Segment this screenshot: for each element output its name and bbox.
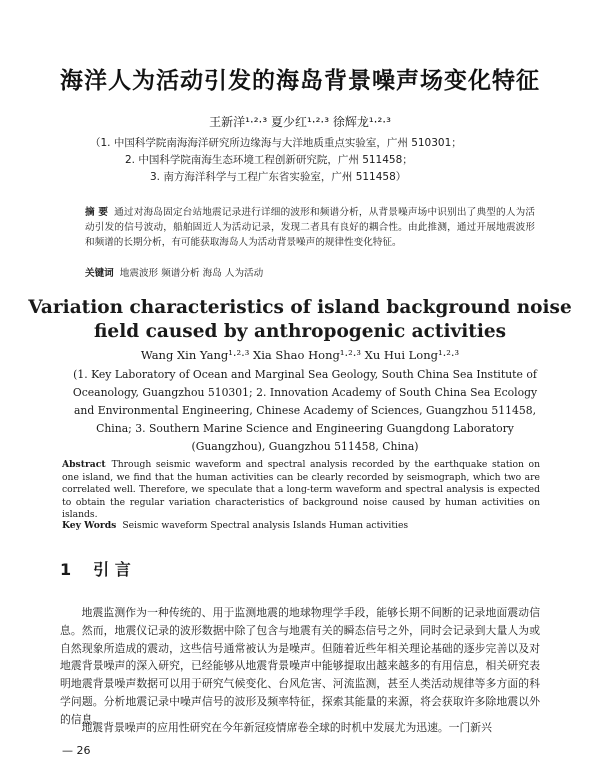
keywords-en	[62, 520, 540, 533]
keywords-en-label: Key Words	[62, 520, 117, 531]
abstract-en-label: Abstract	[62, 459, 106, 470]
affiliation-cn-1: （1. 中国科学院南海海洋研究所边缘海与大洋地质重点实验室，广州 510301；	[90, 137, 462, 149]
affiliations-en: (1. Key Laboratory of Ocean and Marginal Sea Geology, South China Sea Institute of Oceanology, Guangzhou 510301; 2. Innovation Academy of South China Sea Ecology and Environmental Engineering, Chinese Academy of Sciences, Guangzhou 511458, China; 3. Southern Marine Science and Engineering Guangdong Laboratory (Guangzhou), Guangzhou 511458, China)	[72, 368, 538, 453]
affiliation-cn-2: 2. 中国科学院南海生态环境工程创新研究院，广州 511458；	[125, 154, 413, 166]
authors-en: Wang Xin Yang¹·²·³ Xia Shao Hong¹·²·³ Xu Hui Long¹·²·³	[140, 348, 460, 362]
keywords-en-text: Seismic waveform Spectral analysis Islands Human activities	[122, 520, 409, 531]
intro-paragraph-1: 地震监测作为一种传统的、用于监测地震的地球物理学手段，能够长期不间断的记录地面震动信息。然而，地震仪记录的波形数据中除了包含与地震有关的瞬态信号之外，同时会记录到大量人为或自然现象所造成的震动，这些信号通常被认为是噪声。但随着近些年相关理论基础的逐步完善以及对地震背景噪声的深入研究，已经能够从地震背景噪声中能够提取出越来越多的有用信息，相关研究表明地震背景噪声数据可以用于研究气候变化、台风危害、河流监测，甚至人类活动规律等多方面的科学问题。分析地震记录中噪声信号的波形及频率特征，探索其能量的来源，将会获取许多除地震以外的信息。	[60, 606, 540, 726]
keywords-cn-label: 关键词	[85, 268, 114, 279]
keywords-cn	[85, 266, 535, 281]
paper-title-en-line-2: field caused by anthropogenic activities	[93, 321, 507, 342]
intro-paragraph-2: 地震背景噪声的应用性研究在今年新冠疫情席卷全球的时机中发展尤为迅速。一门新兴	[81, 721, 492, 734]
paper-title-cn: 海洋人为活动引发的海岛背景噪声场变化特征	[60, 67, 540, 94]
section-heading	[60, 557, 153, 580]
keywords-cn-text: 地震波形 频谱分析 海岛 人为活动	[119, 268, 264, 279]
affiliation-cn-3: 3. 南方海洋科学与工程广东省实验室，广州 511458）	[150, 171, 407, 183]
abstract-cn-text: 通过对海岛固定台站地震记录进行详细的波形和频谱分析，从背景噪声场中识别出了典型的人为活动引发的信号波动，船舶固近人为活动记录，发现二者具有良好的耦合性。由此推测，通过开展地震波形和频谱的长期分析，有可能获取海岛人为活动背景噪声的规律性变化特征。	[85, 207, 535, 248]
page-number: — 26	[62, 744, 91, 757]
abstract-cn-label: 摘 要	[85, 207, 109, 218]
abstract-en	[62, 459, 540, 522]
authors-cn: 王新洋¹·²·³ 夏少红¹·²·³ 徐辉龙¹·²·³	[209, 115, 391, 129]
abstract-cn	[85, 205, 535, 250]
section-number: 1	[60, 560, 72, 579]
section-title: 引 言	[93, 560, 131, 579]
paper-title-en-line-1: Variation characteristics of island background noise	[28, 297, 572, 318]
abstract-en-text: Through seismic waveform and spectral analysis recorded by the earthquake station on one island, we find that the human activities can be clearly recorded by seismograph, which two are correlated well. Therefore, we speculate that a long-term waveform and spectral analysis is expected to obtain the regular variation characteristics of background noise caused by human activities on islands.	[62, 459, 540, 520]
